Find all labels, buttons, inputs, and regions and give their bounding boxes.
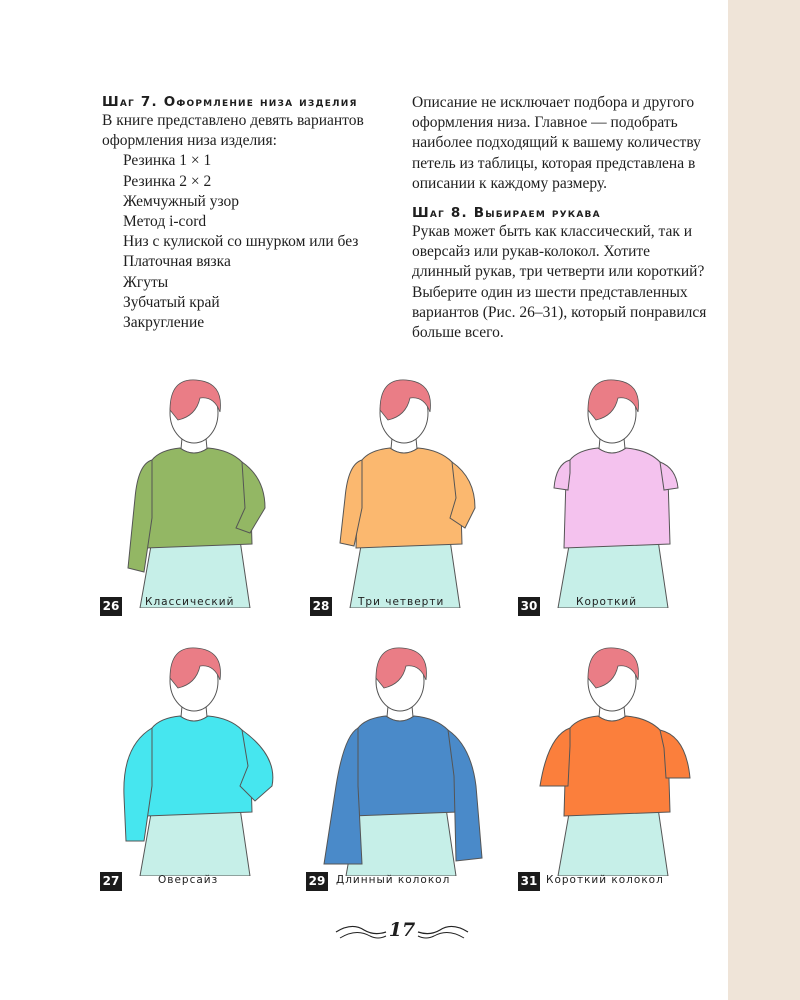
figure-caption: Классический bbox=[145, 596, 235, 608]
sweater-illustration bbox=[100, 636, 300, 876]
right-column bbox=[412, 93, 712, 343]
figure-caption: Длинный колокол bbox=[336, 874, 451, 886]
sweater-illustration bbox=[518, 368, 718, 608]
figure-number: 28 bbox=[310, 597, 332, 616]
figure-number: 26 bbox=[100, 597, 122, 616]
list-item: Резинка 2 × 2 bbox=[123, 172, 212, 190]
step7-heading: Шаг 7. Оформление низа изделия bbox=[102, 94, 358, 110]
page-folio bbox=[334, 916, 470, 948]
list-item: Резинка 1 × 1 bbox=[123, 152, 212, 170]
step7-intro: В книге представлено девять вариантов оформления низа изделия: bbox=[102, 112, 364, 150]
figure-caption: Короткий колокол bbox=[546, 874, 664, 886]
figure-number: 30 bbox=[518, 597, 540, 616]
list-item: Платочная вязка bbox=[123, 253, 231, 271]
list-item: Метод i-cord bbox=[123, 213, 207, 231]
figure-caption: Оверсайз bbox=[158, 874, 219, 886]
sweater-illustration bbox=[306, 636, 506, 876]
sweater-illustration bbox=[518, 636, 718, 876]
step7-note: Описание не исключает подбора и другого оформления низа. Главное — подобрать наиболее подходящий к вашему количеству петель из таблицы, которая представлена в описании к каждому размеру. bbox=[412, 94, 701, 192]
figure-caption: Три четверти bbox=[358, 596, 445, 608]
figure-number: 27 bbox=[100, 872, 122, 891]
figure-short-bell-sleeve bbox=[518, 636, 718, 888]
figure-oversize-sleeve bbox=[100, 636, 300, 888]
figure-number: 29 bbox=[306, 872, 328, 891]
figure-number: 31 bbox=[518, 872, 540, 891]
figure-three-quarter-sleeve bbox=[310, 368, 510, 613]
figure-caption: Короткий bbox=[576, 596, 638, 608]
figure-classic-sleeve bbox=[100, 368, 300, 613]
list-item: Закругление bbox=[123, 314, 205, 332]
list-item: Жгуты bbox=[123, 273, 169, 291]
bottom-finish-list bbox=[102, 151, 402, 333]
list-item: Низ с кулиской со шнурком или без bbox=[123, 233, 359, 251]
figure-short-sleeve bbox=[518, 368, 718, 613]
step8-heading: Шаг 8. Выбираем рукава bbox=[412, 205, 601, 222]
figure-long-bell-sleeve bbox=[306, 636, 506, 888]
list-item: Зубчатый край bbox=[123, 293, 220, 311]
list-item: Жемчужный узор bbox=[123, 192, 240, 210]
sweater-illustration bbox=[310, 368, 510, 608]
step8-text: Рукав может быть как классический, так и оверсайз или рукав-колокол. Хотите длинный рукав, три четверти или короткий? Выберите один из шести представленных вариантов (Рис. 26–31), который понравился больше всего. bbox=[412, 223, 707, 342]
page-edge-band bbox=[728, 0, 800, 1000]
sweater-illustration bbox=[100, 368, 300, 608]
left-column bbox=[102, 93, 402, 333]
page-number: 17 bbox=[388, 919, 416, 941]
